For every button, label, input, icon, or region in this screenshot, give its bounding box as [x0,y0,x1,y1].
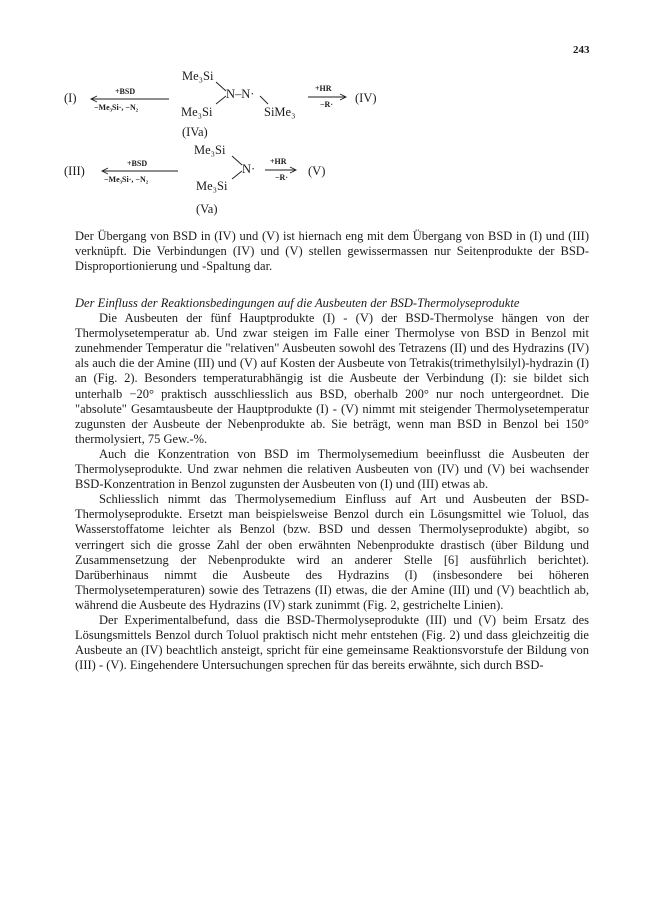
row2-bond-bottom [232,171,242,179]
row2-left-arrow [102,168,178,174]
label-compound-iva: (IVa) [182,125,208,139]
row2-me3si-top: Me₃Si [194,143,226,157]
paragraph-2: Die Ausbeuten der fünf Hauptprodukte (I) - (V) der BSD-Thermolyse hängen von der Thermolysetemperatur ab. Und zwar steigen im Falle einer Thermolyse von BSD in Benzol mit zunehmender Temperatur die "relativen" Ausbeuten sowohl des Tetrazens (II) und des Hydrazins (IV) als auch die der Amine (III) und (V) auf Kosten der Ausbeute von Tetrakis(trimethylsilyl)-hydrazin (I) an (Fig. 2). Besonders temperaturabhängig ist die Ausbeute der Verbindung (I): sie bildet sich unterhalb −20° praktisch ausschliesslich aus BSD, oberhalb 200° nur noch untergeordnet. Die "absolute" Gesamtausbeute der Hauptprodukte (I) - (V) nimmt mit steigender Thermolysetemperatur zugunsten der Ausbeute der Nebenprodukte ab. Sie beträgt, wenn man BSD in Benzol bei 150° thermolysiert, 75 Gew.-%. [75,311,589,446]
paragraph-5: Der Experimentalbefund, dass die BSD-Thermolyseprodukte (III) und (V) beim Ersatz des Lösungsmittels Benzol durch Toluol praktisch nicht mehr entstehen (Fig. 2) und dass gleichzeitig die Ausbeute an (IV) beachtlich ansteigt, spricht für eine gemeinsame Reaktionsvorstufe der Bildung von (III) - (V). Eingehendere Untersuchungen sprechen für das bereits erwähnte, sich durch BSD- [75,612,589,673]
section-body [75,296,589,673]
row2-bond-top [232,156,242,165]
label-compound-iii: (III) [64,164,85,178]
label-compound-i: (I) [64,91,77,105]
paragraph-3: Auch die Konzentration von BSD im Thermolysemedium beeinflusst die Ausbeuten der Thermolyseprodukte. Und zwar nehmen die relativen Ausbeuten von (IV) und (V) bei wachsender BSD-Konzentration in Benzol zugunsten der Ausbeuten von (I) und (III) etwas ab. [75,446,589,492]
row1-me3si-bottom: Me₃Si [181,105,213,119]
section-heading: Der Einfluss der Reaktionsbedingungen auf die Ausbeuten der BSD-Thermolyseprodukte [75,296,520,310]
label-compound-iv: (IV) [355,91,377,105]
row2-right-arrow-top-label: +HR [270,157,287,166]
paragraph-1: Der Übergang von BSD in (IV) und (V) ist hiernach eng mit dem Übergang von BSD in (I) und (III) verknüpft. Die Verbindungen (IV) und (V) stellen gewissermassen nur Seitenprodukte der BSD-Disproportionierung und -Spaltung dar. [75,229,589,274]
row1-bond-bottom [216,96,226,104]
paragraph-transition [75,229,589,274]
row2-n-radical: N· [242,162,256,176]
row1-left-arrow-top-label: +BSD [115,87,136,96]
row1-left-arrow [91,96,169,102]
row1-bond-right [260,96,268,104]
row2-left-arrow-bottom-label: −Me₃Si·, −N₂ [104,175,149,184]
reaction-scheme [64,64,377,224]
paragraph-4: Schliesslich nimmt das Thermolysemedium Einfluss auf Art und Ausbeuten der BSD-Thermolyseprodukte. Ersetzt man beispielsweise Benzol durch ein Lösungsmittel wie Toluol, das Wasserstoffatome leichter als Benzol (bzw. BSD und dessen Thermolyseprodukte) abgibt, so verringert sich die grosse Zahl der oben erwähnten Nebenprodukte drastisch (über Bildung und Zusammensetzung der Nebenprodukte wird an anderer Stelle [6] ausführlich berichtet). Darüberhinaus nimmt die Ausbeute des Hydrazins (I) (insbesondere bei höheren Thermolysetemperaturen) sowie des Tetrazens (II) etwas, die der Amine (III) und (V) beachtlich ab, während die Ausbeute des Hydrazins (IV) stark zunimmt (Fig. 2, gestrichelte Linien). [75,492,589,612]
row1-right-arrow-top-label: +HR [315,84,332,93]
page-number: 243 [573,44,590,56]
label-compound-v: (V) [308,164,326,178]
row1-right-arrow-bottom-label: −R· [320,100,334,109]
label-compound-va: (Va) [196,202,218,216]
row2-left-arrow-top-label: +BSD [127,159,148,168]
row2-me3si-bottom: Me₃Si [196,179,228,193]
row2-right-arrow-bottom-label: −R· [275,173,289,182]
row1-n-n-radical: N–N· [226,87,255,101]
row1-sime3: SiMe₃ [264,105,296,119]
row1-bond-top [216,82,226,91]
row1-left-arrow-bottom-label: −Me₃Si·, −N₂ [94,103,139,112]
row1-me3si-top: Me₃Si [182,69,214,83]
